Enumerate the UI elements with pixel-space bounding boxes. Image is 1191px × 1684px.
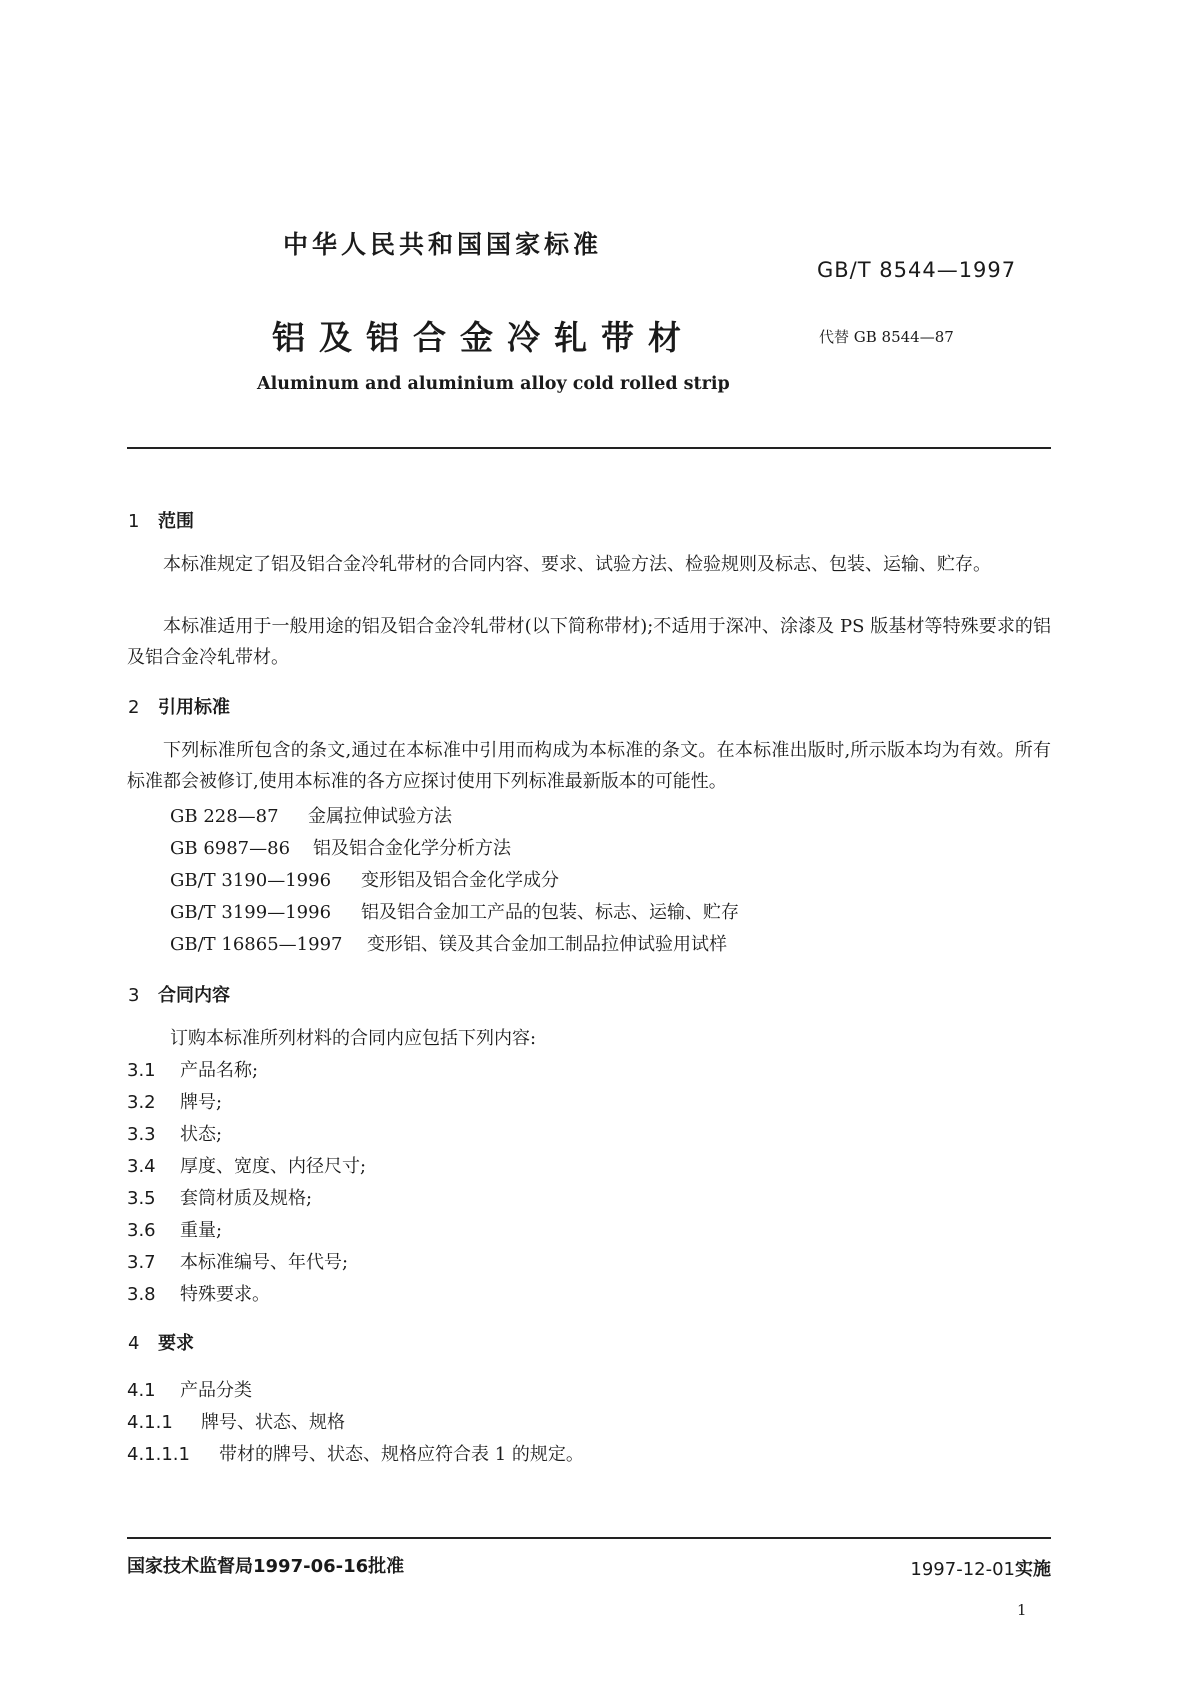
list-item bbox=[127, 1248, 348, 1274]
replaces-note: 代替 GB 8544—87 bbox=[819, 328, 954, 346]
reference-title: 铝及铝合金化学分析方法 bbox=[313, 838, 511, 859]
item-text: 牌号; bbox=[180, 1092, 223, 1113]
section-3-heading bbox=[128, 981, 230, 1007]
item-text: 重量; bbox=[180, 1220, 223, 1241]
item-number: 3.5 bbox=[127, 1188, 156, 1209]
reference-code: GB/T 3190—1996 bbox=[170, 870, 332, 891]
section-number: 2 bbox=[128, 697, 140, 718]
item-text: 特殊要求。 bbox=[180, 1284, 270, 1305]
reference-code: GB/T 3199—1996 bbox=[170, 902, 332, 923]
list-item bbox=[127, 1088, 222, 1114]
item-text: 套筒材质及规格; bbox=[180, 1188, 313, 1209]
header-divider bbox=[127, 447, 1051, 449]
reference-item bbox=[170, 834, 511, 860]
item-number: 4.1 bbox=[127, 1380, 156, 1401]
item-number: 3.6 bbox=[127, 1220, 156, 1241]
item-number: 3.3 bbox=[127, 1124, 156, 1145]
item-text: 产品分类 bbox=[180, 1380, 252, 1401]
item-number: 3.1 bbox=[127, 1060, 156, 1081]
section-1-heading bbox=[128, 507, 194, 533]
section-title: 引用标准 bbox=[158, 697, 230, 718]
section-3-intro: 订购本标准所列材料的合同内应包括下列内容: bbox=[170, 1028, 537, 1049]
item-text: 牌号、状态、规格 bbox=[201, 1412, 345, 1433]
reference-title: 铝及铝合金加工产品的包装、标志、运输、贮存 bbox=[361, 902, 739, 923]
section-title: 合同内容 bbox=[158, 985, 230, 1006]
reference-item bbox=[170, 898, 739, 924]
reference-title: 金属拉伸试验方法 bbox=[308, 806, 452, 827]
section-2-heading bbox=[128, 693, 230, 719]
section-number: 4 bbox=[128, 1333, 140, 1354]
list-item bbox=[127, 1120, 222, 1146]
item-text: 产品名称; bbox=[180, 1060, 259, 1081]
effective-line bbox=[910, 1555, 1051, 1581]
effective-date: 1997-12-01 bbox=[910, 1559, 1015, 1580]
item-number: 3.4 bbox=[127, 1156, 156, 1177]
reference-item bbox=[170, 930, 727, 956]
item-number: 3.7 bbox=[127, 1252, 156, 1273]
page-number: 1 bbox=[1017, 1601, 1027, 1619]
reference-code: GB 228—87 bbox=[170, 806, 279, 827]
reference-title: 变形铝及铝合金化学成分 bbox=[361, 870, 559, 891]
effective-label: 实施 bbox=[1015, 1559, 1051, 1580]
reference-code: GB 6987—86 bbox=[170, 838, 291, 859]
item-text: 状态; bbox=[180, 1124, 223, 1145]
document-title-cn: 铝及铝合金冷轧带材 bbox=[272, 318, 695, 357]
reference-title: 变形铝、镁及其合金加工制品拉伸试验用试样 bbox=[367, 934, 727, 955]
list-item bbox=[127, 1408, 345, 1434]
list-item bbox=[127, 1152, 366, 1178]
document-title-en: Aluminum and aluminium alloy cold rolled strip bbox=[257, 374, 730, 394]
list-item bbox=[127, 1376, 252, 1402]
item-number: 4.1.1.1 bbox=[127, 1444, 190, 1465]
section-title: 要求 bbox=[158, 1333, 194, 1354]
footer-divider bbox=[127, 1537, 1051, 1539]
list-item bbox=[127, 1056, 258, 1082]
item-text: 本标准编号、年代号; bbox=[180, 1252, 349, 1273]
section-number: 3 bbox=[128, 985, 140, 1006]
reference-item bbox=[170, 866, 559, 892]
list-item bbox=[127, 1184, 312, 1210]
item-number: 3.2 bbox=[127, 1092, 156, 1113]
section-4-heading bbox=[128, 1329, 194, 1355]
reference-code: GB/T 16865—1997 bbox=[170, 934, 343, 955]
item-number: 3.8 bbox=[127, 1284, 156, 1305]
section-1-paragraph-2: 本标准适用于一般用途的铝及铝合金冷轧带材(以下简称带材);不适用于深冲、涂漆及 PS 版基材等特殊要求的铝及铝合金冷轧带材。 bbox=[127, 616, 1051, 668]
reference-item bbox=[170, 802, 452, 828]
standard-code: GB/T 8544—1997 bbox=[817, 258, 1017, 282]
approval-line: 国家技术监督局1997-06-16批准 bbox=[127, 1556, 405, 1577]
list-item bbox=[127, 1280, 270, 1306]
section-1-paragraph-1: 本标准规定了铝及铝合金冷轧带材的合同内容、要求、试验方法、检验规则及标志、包装、运输、贮存。 bbox=[163, 554, 991, 575]
section-number: 1 bbox=[128, 511, 140, 532]
section-title: 范围 bbox=[158, 511, 194, 532]
national-standard-heading: 中华人民共和国国家标准 bbox=[283, 230, 603, 259]
list-item bbox=[127, 1216, 222, 1242]
item-text: 带材的牌号、状态、规格应符合表 1 的规定。 bbox=[219, 1444, 584, 1465]
item-text: 厚度、宽度、内径尺寸; bbox=[180, 1156, 367, 1177]
section-2-paragraph: 下列标准所包含的条文,通过在本标准中引用而构成为本标准的条文。在本标准出版时,所示版本均为有效。所有标准都会被修订,使用本标准的各方应探讨使用下列标准最新版本的可能性。 bbox=[127, 740, 1051, 792]
list-item bbox=[127, 1440, 584, 1466]
item-number: 4.1.1 bbox=[127, 1412, 173, 1433]
